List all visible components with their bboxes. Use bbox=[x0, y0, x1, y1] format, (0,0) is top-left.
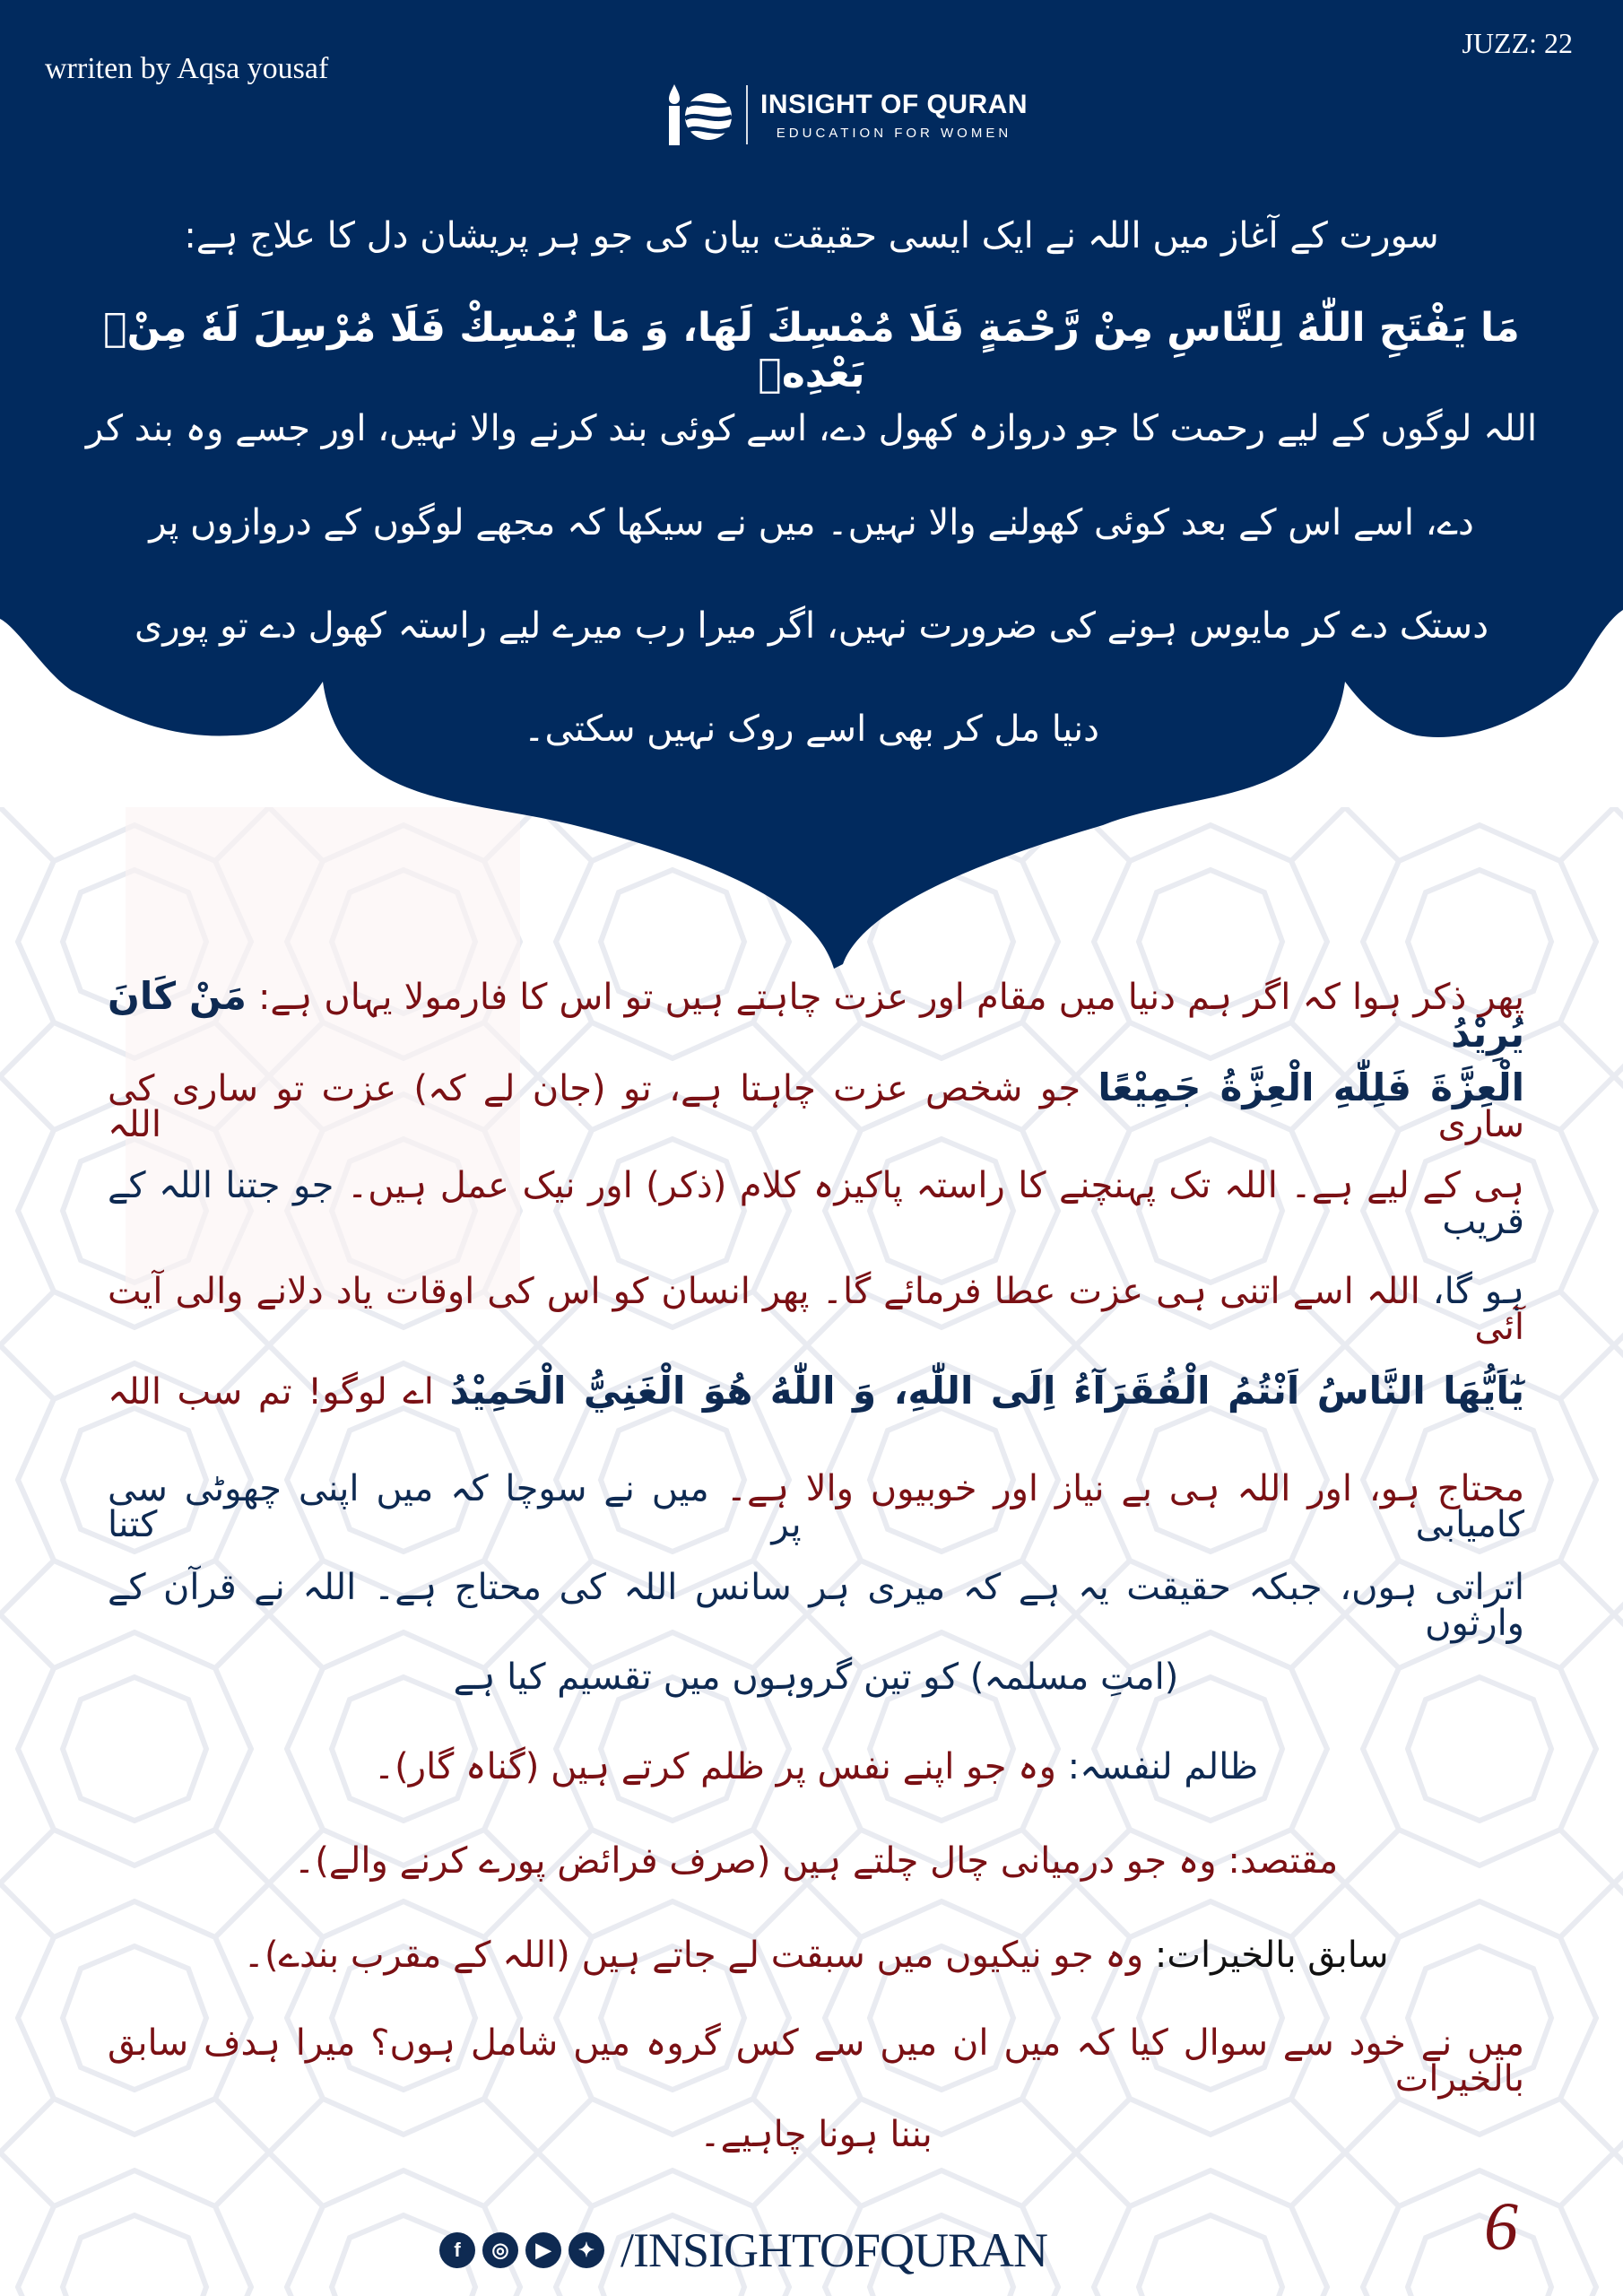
youtube-icon[interactable]: ▶ bbox=[525, 2232, 561, 2268]
page-number: 6 bbox=[1484, 2189, 1518, 2265]
quran-verse-opening: مَا يَفْتَحِ اللّٰهُ لِلنَّاسِ مِنْ رَّحْمَةٍ فَلَا مُمْسِكَ لَهَا، وَ مَا يُمْسِكْ فَلَا مُرْسِلَ لَهٗ مِنْۢ بَعْدِهٖ bbox=[103, 305, 1520, 396]
urdu-text-navy: ہو گا، bbox=[1432, 1271, 1524, 1312]
body-line-2 bbox=[108, 1065, 1524, 1145]
intro-line: سورت کے آغاز میں اللہ نے ایک ایسی حقیقت بیان کی جو ہر پریشان دل کا علاج ہے: bbox=[184, 215, 1439, 257]
urdu-text-navy: میں نے سوچا کہ میں اپنی چھوٹی سی کامیابی پر کتنا bbox=[108, 1468, 1524, 1545]
urdu-text: محتاج ہو، اور اللہ ہی بے نیاز اور خوبیوں والا ہے۔ bbox=[725, 1468, 1524, 1509]
group-item-zalim bbox=[108, 1746, 1524, 1787]
group-item-muqtasid bbox=[108, 1840, 1524, 1882]
instagram-icon[interactable]: ◎ bbox=[482, 2232, 518, 2268]
group-term: سابق بالخیرات: bbox=[1154, 1935, 1389, 1976]
conclusion-line-2: بننا ہونا چاہیے۔ bbox=[699, 2114, 933, 2155]
logo-subtitle: EDUCATION FOR WOMEN bbox=[776, 125, 1012, 141]
brand-logo bbox=[662, 79, 1028, 151]
arabic-verse-text: يٰٓاَيُّهَا النَّاسُ اَنْتُمُ الْفُقَرَآءُ اِلَى اللّٰهِ، وَ اللّٰهُ هُوَ الْغَنِيُّ الْحَمِيْدُ bbox=[449, 1369, 1525, 1413]
arabic-verse-text: الْعِزَّةَ فَلِلّٰهِ الْعِزَّةُ جَمِيْعًا bbox=[1098, 1065, 1524, 1109]
logo-title: INSIGHT OF QURAN bbox=[760, 89, 1028, 119]
urdu-text-navy: اتراتی ہوں، جبکہ حقیقت یہ ہے کہ میری ہر سانس اللہ کی محتاج ہے۔ اللہ نے قرآن کے وارثوں bbox=[108, 1567, 1524, 1644]
social-footer bbox=[439, 2222, 1047, 2278]
translation-line-2: دے، اسے اس کے بعد کوئی کھولنے والا نہیں۔ میں نے سیکھا کہ مجھے لوگوں کے دروازوں پر bbox=[149, 502, 1474, 544]
group-item-sabiq bbox=[108, 1935, 1524, 1976]
translation-line-1: اللہ لوگوں کے لیے رحمت کا جو دروازہ کھول دے، اسے کوئی بند کرنے والا نہیں، اور جسے وہ بند کر bbox=[85, 408, 1538, 449]
group-term: ظالم لنفسہ: bbox=[1067, 1746, 1259, 1787]
group-description: وہ جو اپنے نفس پر ظلم کرتے ہیں (گناہ گار)۔ bbox=[373, 1746, 1056, 1787]
conclusion-line-1: میں نے خود سے سوال کیا کہ میں ان میں سے کس گروہ میں شامل ہوں؟ میرا ہدف سابق بالخیرات bbox=[108, 2022, 1524, 2100]
urdu-text: اے لوگو! تم سب اللہ bbox=[108, 1371, 434, 1413]
logo-divider bbox=[746, 85, 748, 144]
urdu-text: ہی کے لیے ہے۔ اللہ تک پہنچنے کا راستہ پاکیزہ کلام (ذکر) اور نیک عمل ہیں۔ bbox=[346, 1165, 1524, 1206]
body-line-6 bbox=[108, 1468, 1524, 1545]
social-handle[interactable]: /INSIGHTOFQURAN bbox=[621, 2223, 1048, 2277]
body-line-4 bbox=[108, 1271, 1524, 1348]
body-line-1 bbox=[108, 974, 1524, 1056]
twitter-icon[interactable]: ✦ bbox=[568, 2232, 604, 2268]
urdu-text: جو شخص عزت چاہتا ہے، تو (جان لے کہ) عزت تو ساری کی ساری اللہ bbox=[108, 1068, 1524, 1145]
group-description: وہ جو درمیانی چال چلتے ہیں (صرف فرائض پورے کرنے والے)۔ bbox=[293, 1840, 1217, 1882]
arabic-verse-text: مَنْ كَانَ يُرِيْدُ bbox=[108, 974, 1524, 1056]
body-line-7 bbox=[108, 1567, 1524, 1644]
translation-line-4: دنیا مل کر بھی اسے روک نہیں سکتی۔ bbox=[524, 709, 1099, 750]
body-line-8 bbox=[108, 1657, 1524, 1698]
urdu-text-navy: (امتِ مسلمہ) کو تین گروہوں میں تقسیم کیا ہے bbox=[453, 1657, 1179, 1698]
urdu-text-navy: جو جتنا اللہ کے قریب bbox=[108, 1165, 1524, 1242]
body-line-3 bbox=[108, 1165, 1524, 1242]
iq-globe-candle-icon bbox=[662, 79, 733, 151]
translation-line-3: دستک دے کر مایوس ہونے کی ضرورت نہیں، اگر میرا رب میرے لیے راستہ کھول دے تو پوری bbox=[134, 605, 1489, 647]
juzz-label: JUZZ: 22 bbox=[1462, 27, 1573, 59]
group-term: مقتصد: bbox=[1228, 1840, 1339, 1882]
facebook-icon[interactable]: f bbox=[439, 2232, 475, 2268]
group-description: وہ جو نیکیوں میں سبقت لے جاتے ہیں (اللہ کے مقرب بندے)۔ bbox=[243, 1935, 1144, 1976]
urdu-text: اللہ اسے اتنی ہی عزت عطا فرمائے گا۔ پھر انسان کو اس کی اوقات یاد دلانے والی آیت آئی bbox=[108, 1271, 1524, 1348]
author-credit: wrriten by Aqsa yousaf bbox=[45, 52, 329, 85]
body-line-5 bbox=[108, 1369, 1525, 1413]
urdu-text: پھر ذکر ہوا کہ اگر ہم دنیا میں مقام اور عزت چاہتے ہیں تو اس کا فارمولا یہاں ہے: bbox=[257, 977, 1524, 1018]
